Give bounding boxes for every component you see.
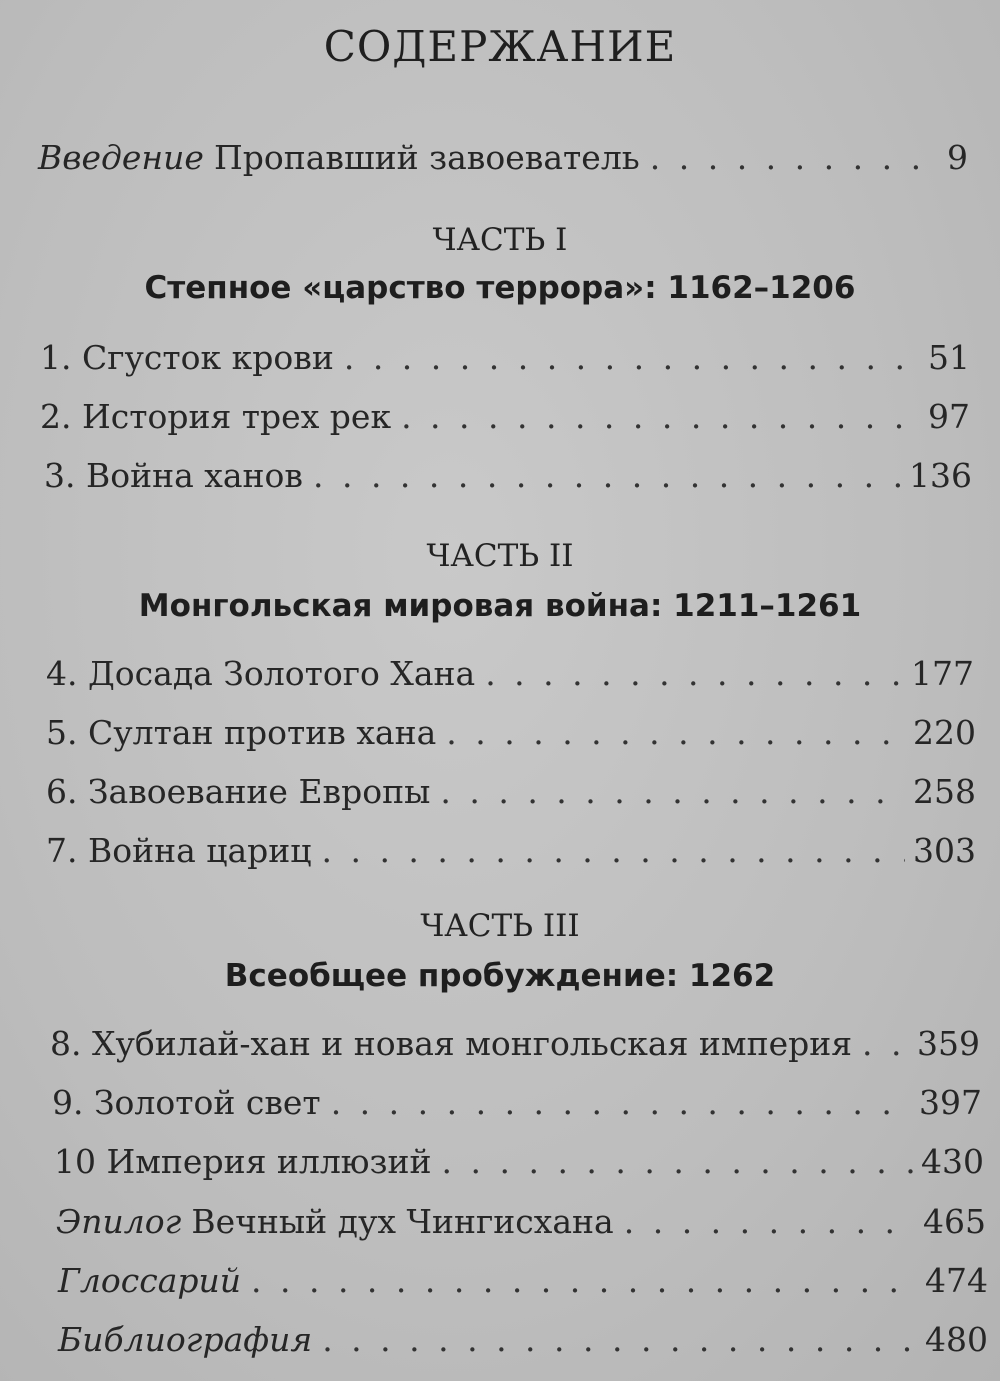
dot-leader [313,456,901,495]
entry-page-number: 359 [917,1024,980,1063]
dot-leader [331,1083,911,1122]
dot-leader [251,1261,917,1300]
toc-entry [40,397,970,436]
dot-leader [401,397,920,436]
entry-label: 2. История трех рек [40,397,392,436]
toc-entry [46,713,976,752]
entry-label: 8. Хубилай-хан и новая монгольская империя [50,1024,853,1063]
toc-entry-epilogue [56,1202,986,1241]
part-label: ЧАСТЬ III [420,908,580,944]
entry-label: 1. Сгусток крови [40,338,334,377]
toc-entry-intro [38,138,968,177]
entry-label: 5. Султан против хана [46,713,437,752]
dot-leader [344,338,920,377]
entry-label: 9. Золотой свет [52,1083,321,1122]
entry-page-number: 51 [928,338,970,377]
entry-page-number: 177 [911,654,974,693]
entry-page-number: 220 [913,713,976,752]
entry-label: Библиография [58,1320,313,1359]
entry-page-number: 480 [925,1320,988,1359]
entry-page-number: 474 [925,1261,988,1300]
entry-page-number: 258 [913,772,976,811]
dot-leader [485,654,903,693]
toc-entry [54,1142,984,1181]
part-title: Всеобщее пробуждение: 1262 [224,958,776,994]
part-title: Монгольская мировая война: 1211–1261 [138,588,862,624]
entry-page-number: 97 [928,397,970,436]
toc-entry-bibliography [58,1320,988,1359]
entry-page-number: 303 [913,831,976,870]
dot-leader [446,713,905,752]
entry-prefix: Введение [38,138,204,177]
toc-entry [44,456,972,495]
dot-leader [624,1202,915,1241]
entry-label: 4. Досада Золотого Хана [46,654,476,693]
part-title: Степное «царство террора»: 1162–1206 [144,270,856,306]
dot-leader [440,772,905,811]
entry-label: 6. Завоевание Европы [46,772,431,811]
dot-leader [321,831,905,870]
toc-entry [52,1083,982,1122]
toc-entry [46,772,976,811]
toc-entry [50,1024,980,1063]
entry-page-number: 465 [923,1202,986,1241]
part-label: ЧАСТЬ I [432,222,568,258]
toc-entry [40,338,970,377]
entry-prefix: Эпилог [56,1202,182,1241]
dot-leader [650,138,939,177]
dot-leader [442,1142,913,1181]
entry-page-number: 397 [919,1083,982,1122]
entry-page-number: 9 [947,138,968,177]
entry-label: 10 Империя иллюзий [54,1142,432,1181]
entry-label: Пропавший завоеватель [213,138,640,177]
entry-page-number: 136 [909,456,972,495]
toc-entry [46,654,974,693]
dot-leader [322,1320,917,1359]
page-title: СОДЕРЖАНИЕ [323,22,677,71]
toc-entry [46,831,976,870]
dot-leader [862,1024,909,1063]
entry-label: Глоссарий [58,1261,241,1300]
entry-page-number: 430 [921,1142,984,1181]
part-label: ЧАСТЬ II [426,538,574,574]
entry-label: 7. Война цариц [46,831,312,870]
entry-label: 3. Война ханов [44,456,303,495]
toc-entry-glossary [58,1261,988,1300]
entry-label: Вечный дух Чингисхана [191,1202,614,1241]
